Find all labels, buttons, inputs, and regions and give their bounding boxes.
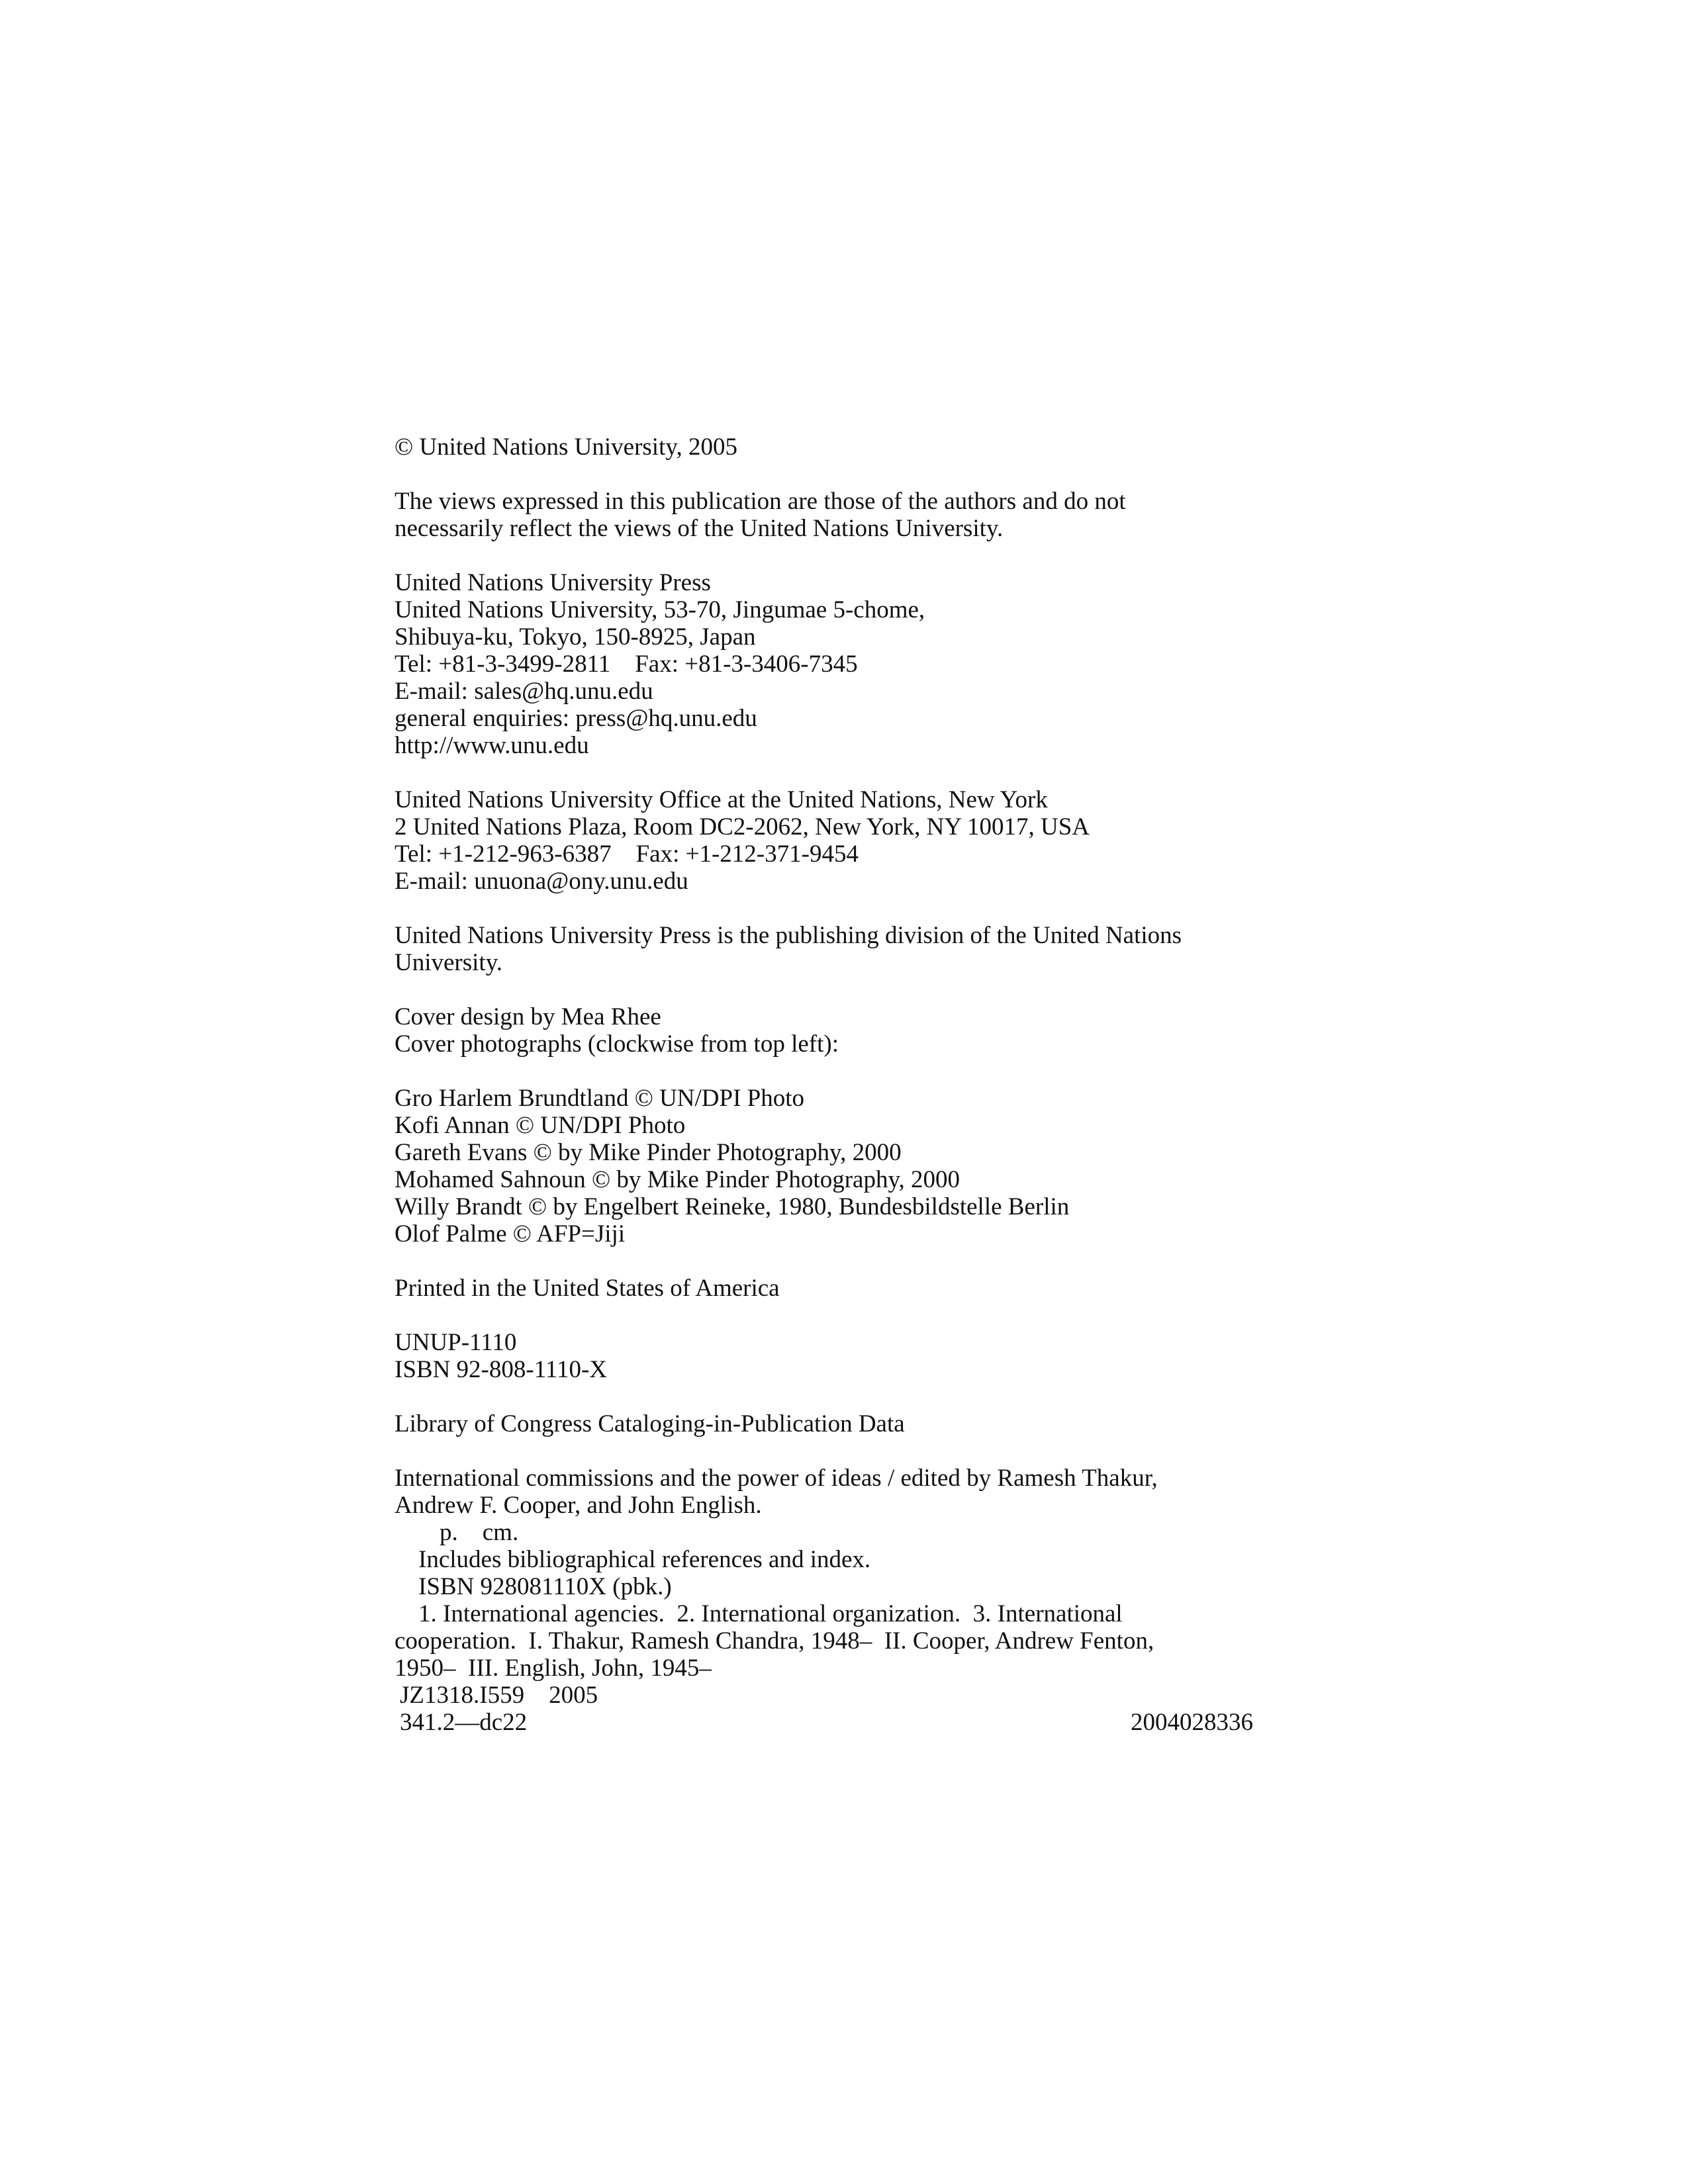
press-email-line: E-mail: sales@hq.unu.edu xyxy=(395,678,653,705)
press-phone-line: Tel: +81-3-3499-2811 Fax: +81-3-3406-7345 xyxy=(395,651,858,678)
cip-physical-description: p. cm. xyxy=(440,1519,519,1546)
press-address-line: Shibuya-ku, Tokyo, 150-8925, Japan xyxy=(395,623,756,651)
isbn-line: ISBN 92-808-1110-X xyxy=(395,1356,607,1383)
cover-photos-line: Cover photographs (clockwise from top left): xyxy=(395,1030,839,1058)
cip-isbn: ISBN 928081110X (pbk.) xyxy=(418,1573,672,1600)
copyright-line: © United Nations University, 2005 xyxy=(395,433,737,461)
spacer xyxy=(395,1058,1282,1085)
spacer xyxy=(395,461,1282,488)
photo-credit: Gro Harlem Brundtland © UN/DPI Photo xyxy=(395,1085,805,1112)
cip-title-line: Andrew F. Cooper, and John English. xyxy=(395,1492,762,1519)
photo-credit: Gareth Evans © by Mike Pinder Photography, 2000 xyxy=(395,1139,902,1166)
photo-credit: Mohamed Sahnoun © by Mike Pinder Photography, 2000 xyxy=(395,1166,961,1193)
division-note-line: University. xyxy=(395,949,503,976)
ny-office-line: 2 United Nations Plaza, Room DC2-2062, New York, NY 10017, USA xyxy=(395,813,1090,841)
cip-lc-classification: JZ1318.I559 2005 xyxy=(400,1682,598,1709)
cip-heading: Library of Congress Cataloging-in-Publication Data xyxy=(395,1410,905,1437)
photo-credit: Kofi Annan © UN/DPI Photo xyxy=(395,1112,686,1139)
cip-bibliography-note: Includes bibliographical references and index. xyxy=(418,1546,871,1573)
spacer xyxy=(395,1383,1282,1410)
press-address-line: United Nations University, 53-70, Jingumae 5-chome, xyxy=(395,596,925,623)
spacer xyxy=(395,976,1282,1003)
copyright-text-block xyxy=(395,433,1282,1736)
cip-title-line: International commissions and the power of ideas / edited by Ramesh Thakur, xyxy=(395,1465,1158,1492)
photo-credit: Olof Palme © AFP=Jiji xyxy=(395,1220,626,1248)
press-website-line: http://www.unu.edu xyxy=(395,732,589,759)
cover-design-line: Cover design by Mea Rhee xyxy=(395,1003,661,1030)
spacer xyxy=(395,895,1282,922)
cip-call-numbers-row xyxy=(395,1709,1253,1736)
disclaimer-line: necessarily reflect the views of the United Nations University. xyxy=(395,515,1004,542)
photo-credit: Willy Brandt © by Engelbert Reineke, 1980, Bundesbildstelle Berlin xyxy=(395,1193,1070,1220)
ny-office-email-line: E-mail: unuona@ony.unu.edu xyxy=(395,868,688,895)
disclaimer-line: The views expressed in this publication are those of the authors and do not xyxy=(395,488,1126,515)
spacer xyxy=(395,542,1282,569)
cip-subjects-continued: 1950– III. English, John, 1945– xyxy=(395,1655,712,1682)
publisher-code: UNUP-1110 xyxy=(395,1329,517,1356)
spacer xyxy=(395,1437,1282,1465)
cip-lccn: 2004028336 xyxy=(1131,1709,1253,1736)
spacer xyxy=(395,759,1282,786)
ny-office-phone-line: Tel: +1-212-963-6387 Fax: +1-212-371-9454 xyxy=(395,841,859,868)
spacer xyxy=(395,1302,1282,1329)
cip-subjects-continued: cooperation. I. Thakur, Ramesh Chandra, 1948– II. Cooper, Andrew Fenton, xyxy=(395,1627,1154,1655)
printed-in-line: Printed in the United States of America xyxy=(395,1275,780,1302)
press-address-line: United Nations University Press xyxy=(395,569,711,596)
press-enquiries-line: general enquiries: press@hq.unu.edu xyxy=(395,705,757,732)
cip-dewey-number: 341.2—dc22 xyxy=(400,1709,528,1736)
ny-office-line: United Nations University Office at the United Nations, New York xyxy=(395,786,1048,813)
spacer xyxy=(395,1248,1282,1275)
cip-subjects: 1. International agencies. 2. International organization. 3. International xyxy=(418,1600,1123,1627)
division-note-line: United Nations University Press is the publishing division of the United Nations xyxy=(395,922,1182,949)
